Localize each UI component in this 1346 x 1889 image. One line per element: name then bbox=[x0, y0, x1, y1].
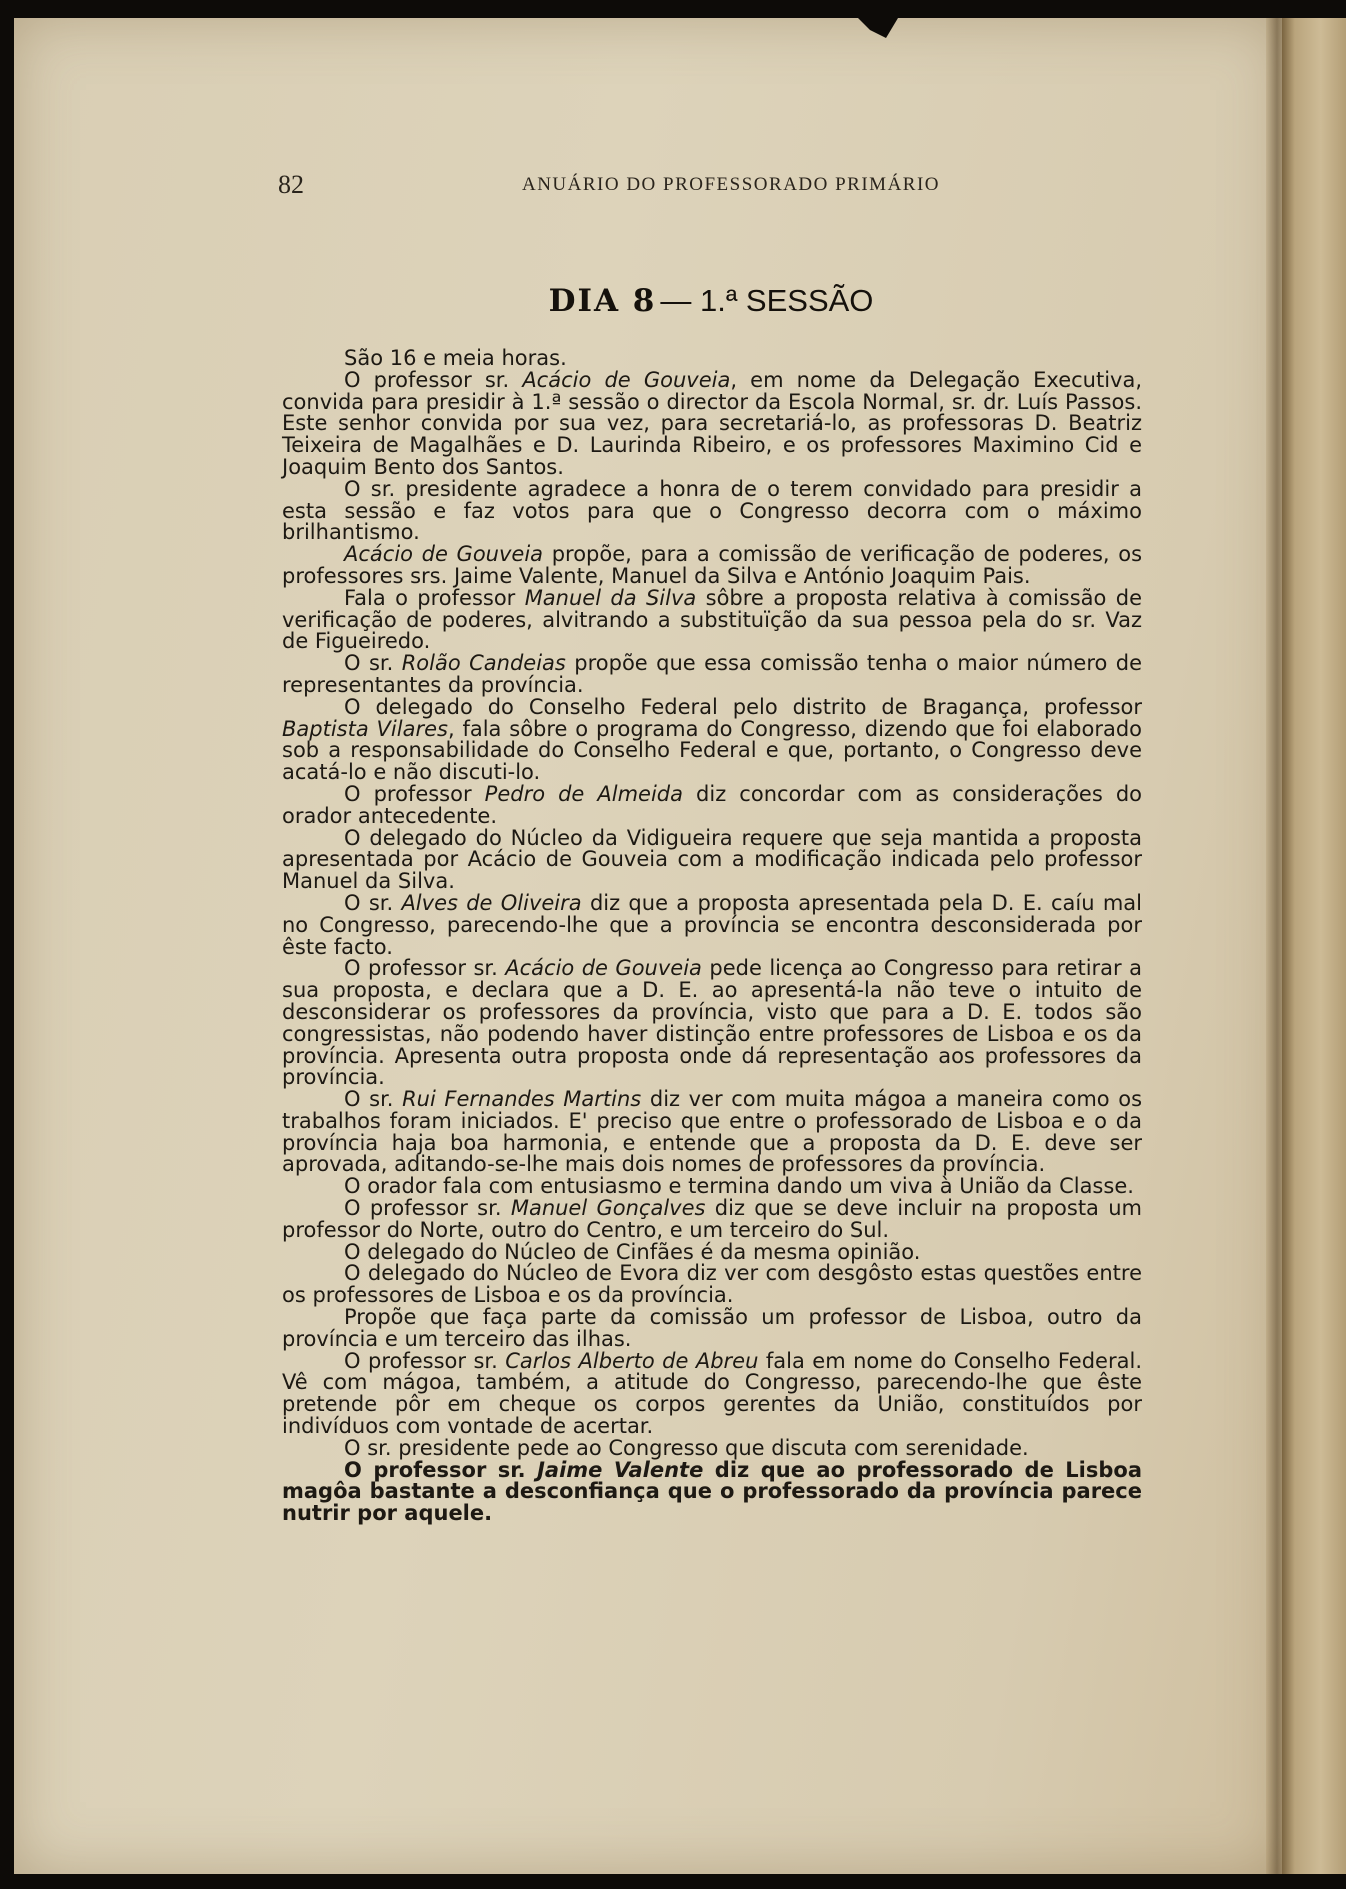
paragraph-text: sôbre a proposta relativa à comissão de verificação de poderes, alvitrando a substituïção da sua pessoa pela do sr. Vaz de Figueiredo. bbox=[282, 585, 1142, 654]
paragraph bbox=[282, 1239, 1142, 1264]
paragraph-text: O delegado do Conselho Federal pelo distrito de Bragança, professor bbox=[344, 694, 1142, 719]
paragraph bbox=[282, 367, 1143, 479]
paragraph-text: O sr. bbox=[344, 651, 402, 676]
paragraph-text: , em nome da Delegação Executiva, convida para presidir à 1.ª sessão o director da Escola Normal, sr. dr. Luís Passos. Este senhor convida por sua vez, para secretariá-lo, as professoras D. Beatriz Teixeira de Magalhães e D. Laurinda Ribeiro, e os professores Maximino Cid e Joaquim Bento dos Santos. bbox=[282, 367, 1143, 479]
paragraph-text: diz ver com muita mágoa a maneira como os trabalhos foram iniciados. E' preciso que entre o professorado de Lisboa e o da província haja boa harmonia, e entende que a proposta da D. E. deve ser aprovada, aditando-se-lhe mais dois nomes de professores da província. bbox=[282, 1087, 1143, 1177]
paragraph-text: O sr. bbox=[344, 890, 402, 915]
paragraph bbox=[282, 781, 1142, 828]
paragraph bbox=[282, 1435, 1142, 1460]
speaker-name: Pedro de Almeida bbox=[484, 781, 684, 806]
paragraph bbox=[282, 348, 1142, 370]
paragraph-text: O professor bbox=[344, 781, 485, 806]
paragraph-text: propõe, para a comissão de verificação de poderes, os professores srs. Jaime Valente, Manuel da Silva e António Joaquim Pais. bbox=[282, 542, 1143, 588]
speaker-name: Acácio de Gouveia bbox=[344, 542, 544, 567]
speaker-name: Acácio de Gouveia bbox=[505, 956, 702, 981]
speaker-name: Carlos Alberto de Abreu bbox=[505, 1348, 759, 1373]
speaker-name: Manuel da Silva bbox=[524, 585, 697, 610]
section-title-rest: — 1.ª SESSÃO bbox=[660, 283, 874, 318]
paragraph-text: O professor sr. bbox=[344, 956, 506, 981]
paragraph bbox=[282, 544, 1142, 588]
paragraph-text: O professor sr. bbox=[344, 1348, 506, 1373]
paragraph-text: São 16 e meia horas. bbox=[344, 346, 567, 370]
paragraph bbox=[282, 1176, 1142, 1198]
paragraph-text: O professor sr. bbox=[344, 1457, 538, 1482]
paragraph bbox=[282, 653, 1142, 697]
paragraph-text: propõe que essa comissão tenha o maior número de representantes da província. bbox=[282, 651, 1143, 697]
paragraph-text: O delegado do Núcleo de Cinfães é da mesma opinião. bbox=[344, 1239, 921, 1264]
running-title: ANUÁRIO DO PROFESSORADO PRIMÁRIO bbox=[521, 174, 941, 195]
paragraph bbox=[282, 890, 1142, 959]
minutes-body bbox=[282, 348, 1142, 1525]
paragraph-text: Fala o professor bbox=[344, 585, 525, 610]
speaker-name: Jaime Valente bbox=[537, 1457, 704, 1482]
paragraph bbox=[282, 1089, 1142, 1176]
paragraph-text: O sr. bbox=[344, 1087, 403, 1112]
paragraph-text: O sr. presidente pede ao Congresso que discuta com serenidade. bbox=[344, 1435, 1029, 1460]
paragraph bbox=[282, 1307, 1142, 1351]
page-number: 82 bbox=[278, 170, 304, 199]
paragraph-text: O delegado do Núcleo da Vidigueira requere que seja mantida a proposta apresentada por Acácio de Gouveia com a modificação indicada pelo professor Manuel da Silva. bbox=[282, 825, 1142, 894]
paragraph bbox=[282, 476, 1142, 545]
paragraph bbox=[282, 958, 1142, 1089]
paragraph-text: O sr. presidente agradece a honra de o terem convidado para presidir a esta sessão e faz votos para que o Congresso decorra com o máximo brilhantismo. bbox=[282, 476, 1142, 545]
paragraph bbox=[282, 1198, 1142, 1242]
paragraph-text: O professor sr. bbox=[344, 1196, 511, 1221]
paragraph-text: O professor sr. bbox=[344, 367, 523, 392]
page-header bbox=[278, 170, 1144, 198]
paragraph-text: O orador fala com entusiasmo e termina dando um viva à União da Classe. bbox=[344, 1174, 1134, 1199]
paragraph bbox=[282, 694, 1143, 785]
paragraph-text: O delegado do Núcleo de Evora diz ver com desgôsto estas questões entre os professores de Lisboa e os da província. bbox=[282, 1261, 1142, 1308]
paragraph bbox=[282, 1457, 1142, 1526]
paragraph bbox=[282, 585, 1142, 654]
paragraph bbox=[282, 1263, 1142, 1307]
paragraph-text: diz que ao professorado de Lisboa magôa bastante a desconfiança que o professorado da província parece nutrir por aquele. bbox=[282, 1457, 1142, 1526]
section-title bbox=[278, 283, 1144, 319]
speaker-name: Baptista Vilares bbox=[282, 716, 448, 741]
paragraph-text: fala em nome do Conselho Federal. Vê com mágoa, também, a atitude do Congresso, parecendo-lhe que êste pretende pôr em cheque os corpos gerentes da União, constituídos por indivíduos com vontade de acertar. bbox=[282, 1348, 1142, 1439]
speaker-name: Rolão Candeias bbox=[401, 651, 566, 676]
paragraph-text: pede licença ao Congresso para retirar a sua proposta, e declara que a D. E. ao apresentá-la não teve o intuito de desconsiderar os professores da província, visto que para a D. E. todos são congressistas, não podendo haver distinção entre professores de Lisboa e os da província. Apresenta outra proposta onde dá representação aos professores da província. bbox=[282, 956, 1142, 1090]
paragraph-text: diz que se deve incluir na proposta um professor do Norte, outro do Centro, e um terceiro do Sul. bbox=[282, 1196, 1143, 1242]
speaker-name: Rui Fernandes Martins bbox=[402, 1087, 642, 1112]
adjacent-page-edge bbox=[1282, 18, 1346, 1874]
paragraph-text: diz concordar com as considerações do orador antecedente. bbox=[282, 781, 1142, 828]
paragraph-text: Propõe que faça parte da comissão um professor de Lisboa, outro da província e um terceiro das ilhas. bbox=[282, 1305, 1142, 1351]
paragraph bbox=[282, 1348, 1142, 1439]
paragraph-text: , fala sôbre o programa do Congresso, dizendo que foi elaborado sob a responsabilidade do Conselho Federal e que, portanto, o Congresso deve acatá-lo e não discuti-lo. bbox=[282, 716, 1143, 785]
speaker-name: Alves de Oliveira bbox=[401, 890, 582, 915]
section-title-day: DIA 8 bbox=[548, 283, 657, 319]
speaker-name: Acácio de Gouveia bbox=[522, 367, 731, 392]
speaker-name: Manuel Gonçalves bbox=[510, 1196, 706, 1221]
paragraph bbox=[282, 825, 1142, 894]
paragraph-text: diz que a proposta apresentada pela D. E. caíu mal no Congresso, parecendo-lhe que a província se encontra desconsiderada por êste facto. bbox=[282, 890, 1142, 959]
